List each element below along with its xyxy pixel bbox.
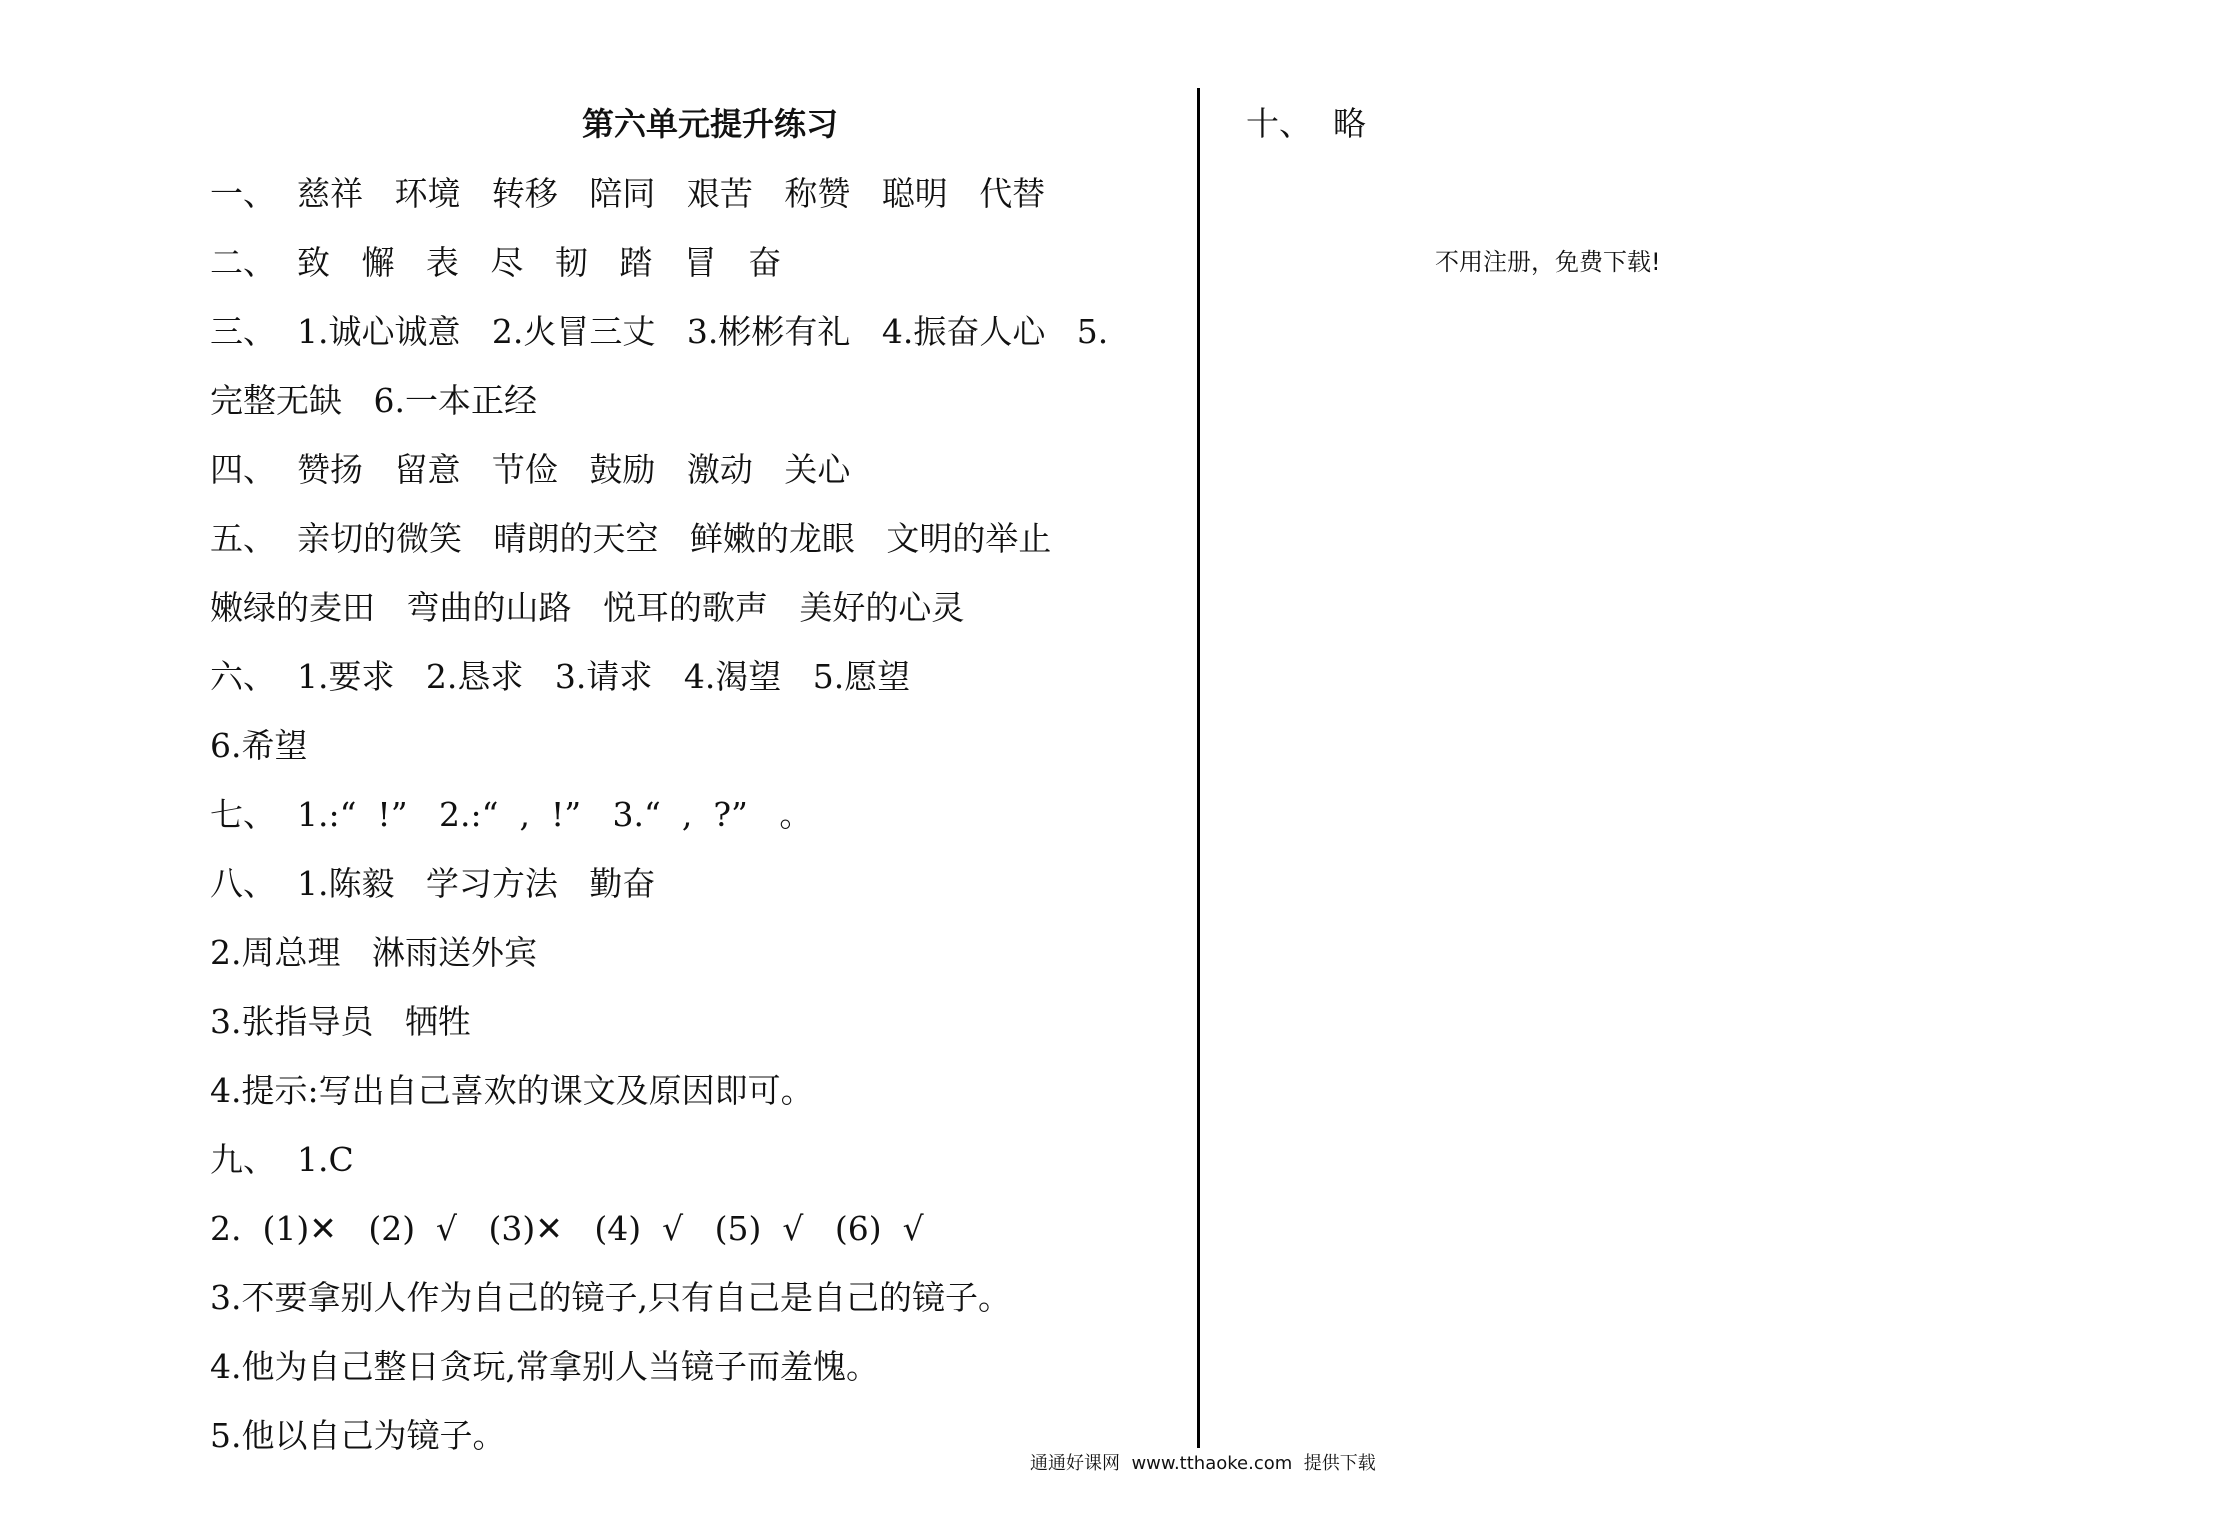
answer-line-4: 完整无缺 6.一本正经 (210, 381, 537, 420)
answer-line-6: 五、 亲切的微笑 晴朗的天空 鲜嫩的龙眼 文明的举止 (210, 519, 1052, 558)
download-notice: 不用注册，免费下载! (1435, 248, 1661, 276)
answer-line-10: 七、 1.:“ !” 2.:“ , !” 3.“ , ?” 。 (210, 795, 813, 834)
answer-line-13: 3.张指导员 牺牲 (210, 1002, 471, 1041)
answer-line-11: 八、 1.陈毅 学习方法 勤奋 (210, 864, 656, 903)
footer-source: 通通好课网 www.tthaoke.com 提供下载 (1030, 1453, 1376, 1474)
answer-line-ten: 十、 略 (1246, 104, 1366, 143)
answer-line-5: 四、 赞扬 留意 节俭 鼓励 激动 关心 (210, 450, 851, 489)
answer-line-15: 九、 1.C (210, 1140, 354, 1179)
answer-line-9: 6.希望 (210, 726, 308, 765)
answer-line-8: 六、 1.要求 2.恳求 3.请求 4.渴望 5.愿望 (210, 657, 911, 696)
answer-line-3: 三、 1.诚心诚意 2.火冒三丈 3.彬彬有礼 4.振奋人心 5. (210, 312, 1109, 351)
answer-line-16: 2. (1)✕ (2) √ (3)✕ (4) √ (5) √ (6) √ (210, 1209, 924, 1248)
answer-line-2: 二、 致 懈 表 尽 韧 踏 冒 奋 (210, 243, 782, 282)
answer-line-12: 2.周总理 淋雨送外宾 (210, 933, 537, 972)
column-divider (1197, 88, 1200, 1448)
answer-line-1: 一、 慈祥 环境 转移 陪同 艰苦 称赞 聪明 代替 (210, 174, 1046, 213)
answer-line-7: 嫩绿的麦田 弯曲的山路 悦耳的歌声 美好的心灵 (210, 588, 965, 627)
page-title: 第六单元提升练习 (581, 105, 838, 143)
answer-line-19: 5.他以自己为镜子。 (210, 1416, 506, 1455)
answer-line-18: 4.他为自己整日贪玩,常拿别人当镜子而羞愧。 (210, 1347, 879, 1386)
answer-line-17: 3.不要拿别人作为自己的镜子,只有自己是自己的镜子。 (210, 1278, 1011, 1317)
answer-line-14: 4.提示:写出自己喜欢的课文及原因即可。 (210, 1071, 814, 1110)
